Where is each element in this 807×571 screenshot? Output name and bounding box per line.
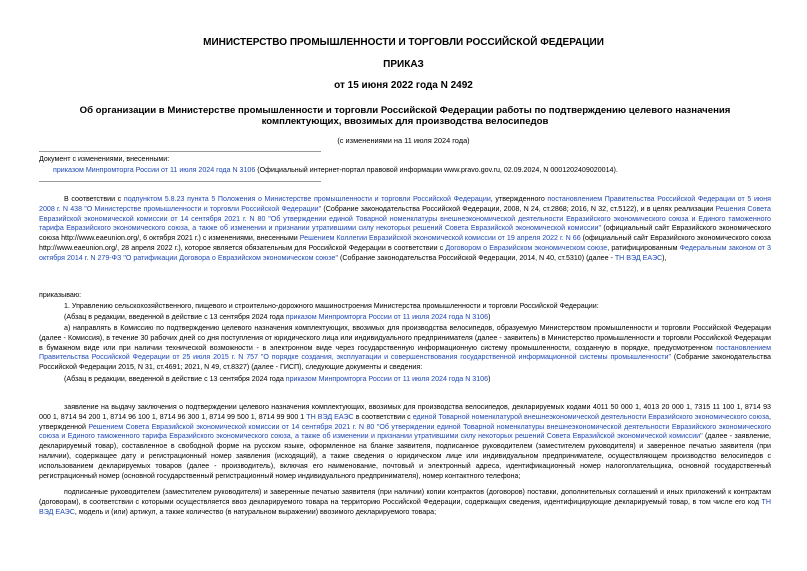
reference-link[interactable]: ТН ВЭД ЕАЭС — [306, 412, 354, 421]
order-heading: ПРИКАЗ — [383, 59, 424, 70]
text-run: (Собрание законодательства Российской Федерации 2015, N 31, ст.4691; 2021, N 49, ст.8327) (далее - ГИСП), следующие документы и сведения: — [39, 353, 771, 372]
text-run: подписанные руководителем (заместителем руководителя) и заверенные печатью заявителя (при наличии) копии контрактов (договоров) поставки, дополнительных соглашений и иных приложений к контрактам (договорам), в соответствии с которыми осуществляется ввоз декларируемого товара на территорию Российской Федерации, содержащих сведения, идентифицирующие декларируемый товар, в том числе его код — [39, 488, 771, 506]
text-run: ) — [488, 375, 491, 383]
text-run: ) — [488, 313, 491, 321]
text-run: (Собрание законодательства Российской Федерации, 2014, N 40, ст.5310) (далее - — [338, 253, 615, 262]
item-a-paragraph — [39, 324, 771, 373]
text-run: а) направлять в Комиссию по подтверждению целевого назначения комплектующих, ввозимых для производства велосипедов, образуемую Министерством промышленности и торговли Российской Федерации (далее - Комиссия), в течение 30 рабочих дней со дня поступления от юридического лица или индивидуального предпринимателя (далее - заявитель) в Министерство промышленности и торговли Российской Федерации в бумажном виде или при наличии технической возможности - в электронном виде через государственную информационную систему промышленности, созданную в порядке, предусмотренном — [39, 324, 771, 352]
reference-link[interactable]: подпунктом 5.8.23 пункта 5 Положения о Министерстве промышленности и торговли Российской Федерации — [123, 195, 491, 203]
text-run: (официальный сайт Евразийского экономического союза http://www.eaeunion.org/, 28 апреля 2022 г.), которое является обязательным для Российской Федерации в соответствии с — [39, 234, 771, 252]
text-run: (далее - заявление, декларируемый товар), составленное в свободной форме на русском языке, оформленное на бланке заявителя, подписанное руководителем (заместителем руководителя) и заверенное печатью заявителя (при наличии), содержащее дату и регистрационный номер заявления (исходящий), а также сведения о юридическом лице или индивидуальном предпринимателе, осуществляющем производство велосипедов с использованием декларируемых товаров (далее - производитель), включая его наименование, почтовый и электронный адреса, идентификационный номер налогоплательщика, основной государственный регистрационный номер (основной государственный регистрационный номер индивидуального предпринимателя), номер контактного телефона; — [39, 432, 771, 480]
text-run: (официальный сайт Евразийского экономического союза http://www.eaeunion.org/, 6 октября 2021 г.) с изменениями, внесенными — [39, 224, 771, 243]
text-run: , модель и (или) артикул, а также количество (в натуральном выражении) ввозимого декларируемого товара; — [74, 507, 437, 516]
text-run: В соответствии с — [64, 195, 124, 203]
orders-word: приказываю: — [39, 291, 82, 299]
text-run: ), — [662, 253, 667, 262]
reference-link[interactable]: Договором о Евразийском экономическом союзе — [445, 243, 608, 252]
text-run: (Абзац в редакции, введенной в действие с 13 сентября 2024 года — [64, 313, 286, 321]
document-title: Об организации в Министерстве промышленности и торговли Российской Федерации работы по подтверждению целевого назначения комплектующих, ввозимых для производства велосипедов — [79, 105, 731, 127]
reference-link[interactable]: Решением Совета Евразийской экономической комиссии от 14 сентября 2021 г. N 80 "Об утверждении единой Товарной номенклатуры внешнеэкономической деятельности Евразийского экономического союза и Единого таможенного тарифа Евразийского экономического союза, а также об изменении и признании утратившими силу некоторых решений Совета Евразийской экономической комиссии" — [39, 422, 771, 441]
amendment-doc-source: (Официальный интернет-портал правовой информации www.pravo.gov.ru, 02.09.2024, N 0001202409020014). — [255, 166, 618, 174]
reference-link[interactable]: ТН ВЭД ЕАЭС — [614, 253, 663, 262]
reference-link[interactable]: Федеральным законом от 3 октября 2014 г. N 279-ФЗ "О ратификации Договора о Евразийском экономическом союзе" — [39, 243, 771, 262]
reference-link[interactable]: постановлением Правительства Российской Федерации от 5 июня 2008 г. N 438 "О Министерстве промышленности и торговли Российской Федерации" — [39, 195, 771, 213]
text-run: заявление на выдачу заключения о подтверждении целевого назначения комплектующих, ввозимых для производства велосипедов, декларируемых кодами 4011 50 000 1, 4013 20 000 1, 7315 11 100 1, 8714 93 000 1, 8714 94 200 1, 8714 96 100 1, 8714 96 300 1, 8714 99 500 1, 8714 99 900 1 — [39, 403, 771, 421]
amendment-doc-label: Документ с изменениями, внесенными: — [39, 155, 170, 163]
reference-link[interactable]: приказом Минпромторга России от 11 июля 2024 года N 3106 — [285, 313, 489, 321]
signed-copies-paragraph — [39, 488, 771, 517]
reference-link[interactable]: Решения Совета Евразийской экономической комиссии от 14 сентября 2021 г. N 80 "Об утверждении единой Товарной номенклатуры внешнеэкономической деятельности Евразийского экономического союза и Единого таможенного тарифа Евразийского экономического союза, а также об изменении и признании утратившими силу некоторых решений Совета Евразийской экономической комиссии" — [39, 204, 771, 233]
reference-link[interactable]: Решением Коллегии Евразийской экономической комиссии от 19 апреля 2022 г. N 66 — [299, 234, 581, 243]
item-1-amendment-note — [39, 313, 771, 323]
ministry-heading: МИНИСТЕРСТВО ПРОМЫШЛЕННОСТИ И ТОРГОВЛИ РОССИЙСКОЙ ФЕДЕРАЦИИ — [203, 37, 604, 48]
text-run: в соответствии с — [353, 412, 413, 421]
reference-link[interactable]: приказом Минпромторга России от 11 июля 2024 года N 3106 — [285, 375, 489, 383]
top-divider — [39, 151, 321, 152]
bottom-divider — [39, 181, 321, 182]
item-a-amendment-note — [39, 375, 771, 385]
text-run: (Собрание законодательства Российской Федерации, 2008, N 24, ст.2868; 2016, N 32, ст.5122), и в целях реализации — [321, 204, 716, 213]
reference-link[interactable]: постановлением Правительства Российской Федерации от 25 июля 2015 г. N 757 "О порядке создания, эксплуатации и совершенствования государственной информационной системы промышленности" — [39, 343, 771, 362]
text-run: (Абзац в редакции, введенной в действие с 13 сентября 2024 года — [64, 375, 286, 383]
reference-link[interactable]: единой Товарной номенклатурой внешнеэкономической деятельности Евразийского экономического союза — [412, 412, 770, 421]
amendment-note: (с изменениями на 11 июля 2024 года) — [337, 136, 470, 145]
text-run: , ратифицированным — [607, 243, 680, 252]
text-run: 1. Управлению сельскохозяйственного, пищевого и строительно-дорожного машиностроения Министерства промышленности и торговли Российской Федерации: — [64, 302, 599, 310]
item-1-paragraph — [39, 302, 771, 312]
amendment-doc-line — [53, 166, 771, 176]
reference-link[interactable]: ТН ВЭД ЕАЭС — [39, 497, 771, 516]
application-paragraph — [39, 403, 771, 481]
amendment-doc-link[interactable]: приказом Минпромторга России от 11 июля 2024 года N 3106 — [53, 166, 256, 174]
order-date-number: от 15 июня 2022 года N 2492 — [334, 80, 473, 91]
text-run: , утвержденной — [39, 412, 772, 431]
text-run: , утвержденного — [490, 195, 548, 203]
preamble-paragraph — [39, 195, 771, 264]
